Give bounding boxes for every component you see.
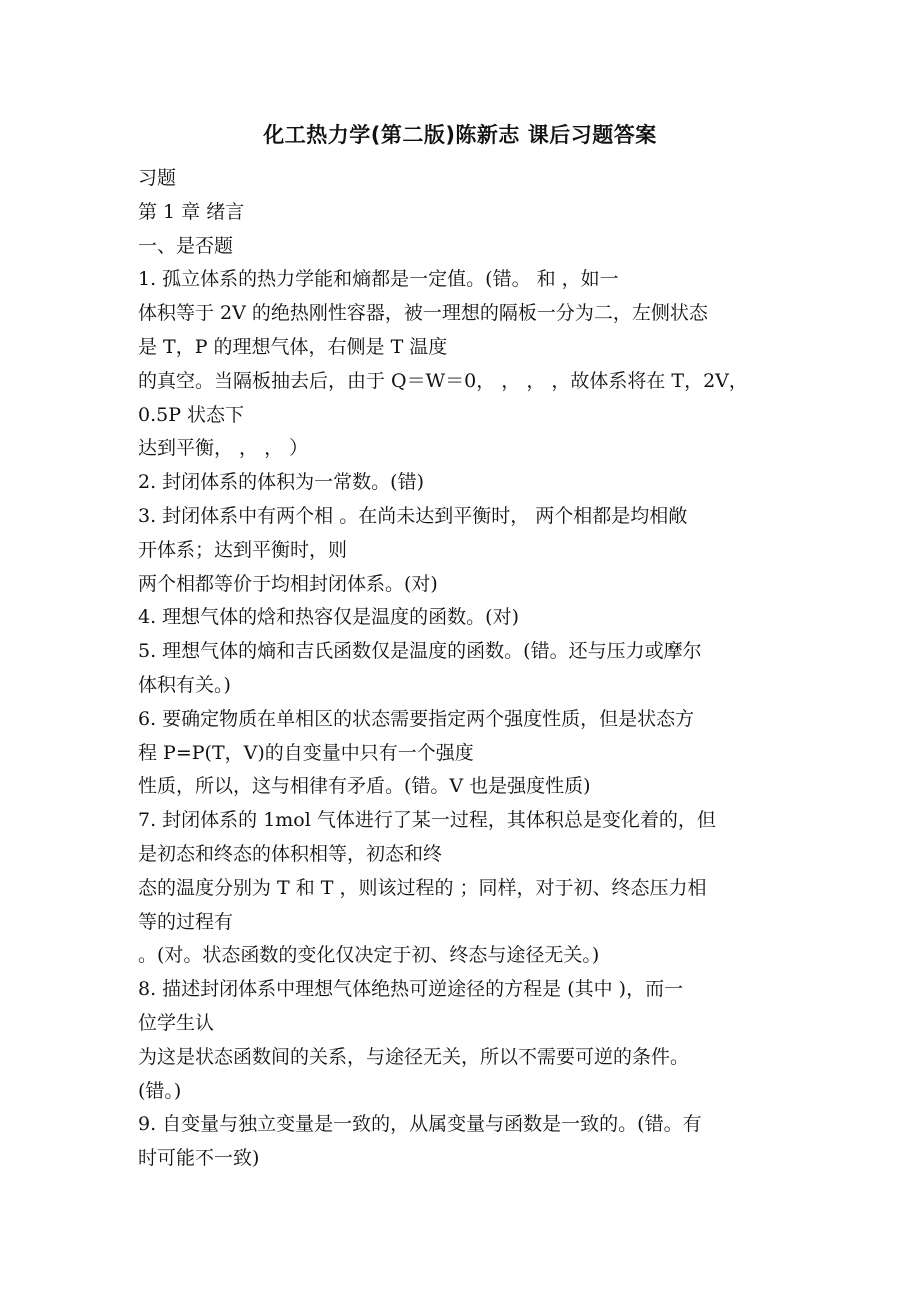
question-8-line-4: (错。) bbox=[138, 1079, 182, 1102]
question-5-line-1: 5. 理想气体的熵和吉氏函数仅是温度的函数。(错。还与压力或摩尔 bbox=[138, 640, 702, 663]
question-1-line-1: 1. 孤立体系的热力学能和熵都是一定值。(错。 和 ，如一 bbox=[138, 268, 619, 291]
section-heading-true-false: 一、是否题 bbox=[138, 234, 234, 257]
question-7-line-4: 等的过程有 bbox=[138, 910, 234, 933]
question-1-line-3: 是 T，P 的理想气体，右侧是 T 温度 bbox=[138, 335, 448, 358]
question-5-line-2: 体积有关。) bbox=[138, 673, 231, 696]
question-3-line-3: 两个相都等价于均相封闭体系。(对) bbox=[138, 572, 438, 595]
question-1-line-6: 达到平衡， ， ， ） bbox=[138, 437, 309, 460]
question-6-line-3: 性质，所以，这与相律有矛盾。(错。V 也是强度性质) bbox=[138, 775, 591, 798]
document-body bbox=[138, 162, 788, 1176]
question-1-line-4: 的真空。当隔板抽去后，由于 Q＝W＝0， ， ， ，故体系将在 T，2V， bbox=[138, 369, 748, 392]
question-8-line-3: 为这是状态函数间的关系，与途径无关，所以不需要可逆的条件。 bbox=[138, 1045, 690, 1068]
section-label-exercises: 习题 bbox=[138, 167, 177, 189]
question-2: 2. 封闭体系的体积为一常数。(错) bbox=[138, 471, 424, 494]
question-7-line-1: 7. 封闭体系的 1mol 气体进行了某一过程，其体积总是变化着的，但 bbox=[138, 809, 716, 832]
question-6-line-1: 6. 要确定物质在单相区的状态需要指定两个强度性质，但是状态方 bbox=[138, 707, 695, 730]
question-7-line-2: 是初态和终态的体积相等，初态和终 bbox=[138, 842, 443, 865]
chapter-heading: 第 1 章 绪言 bbox=[138, 200, 245, 223]
document-title: 化工热力学(第二版)陈新志 课后习题答案 bbox=[263, 123, 657, 147]
question-9-line-1: 9. 自变量与独立变量是一致的，从属变量与函数是一致的。(错。有 bbox=[138, 1113, 702, 1136]
question-3-line-2: 开体系；达到平衡时，则 bbox=[138, 538, 348, 561]
question-7-line-3: 态的温度分别为 T 和 T ，则该过程的 ；同样，对于初、终态压力相 bbox=[138, 876, 707, 899]
question-8-line-1: 8. 描述封闭体系中理想气体绝热可逆途径的方程是 (其中 )，而一 bbox=[138, 978, 684, 1001]
question-1-line-2: 体积等于 2V 的绝热刚性容器，被一理想的隔板一分为二，左侧状态 bbox=[138, 302, 708, 325]
question-9-line-2: 时可能不一致) bbox=[138, 1147, 260, 1170]
question-8-line-2: 位学生认 bbox=[138, 1011, 215, 1034]
question-1-line-5: 0.5P 状态下 bbox=[138, 403, 245, 426]
question-4: 4. 理想气体的焓和热容仅是温度的函数。(对) bbox=[138, 606, 519, 629]
question-3-line-1: 3. 封闭体系中有两个相 。在尚未达到平衡时， 两个相都是均相敞 bbox=[138, 504, 688, 527]
question-6-line-2: 程 P=P(T，V)的自变量中只有一个强度 bbox=[138, 741, 474, 764]
question-7-line-5: 。(对。状态函数的变化仅决定于初、终态与途径无关。) bbox=[138, 944, 600, 967]
